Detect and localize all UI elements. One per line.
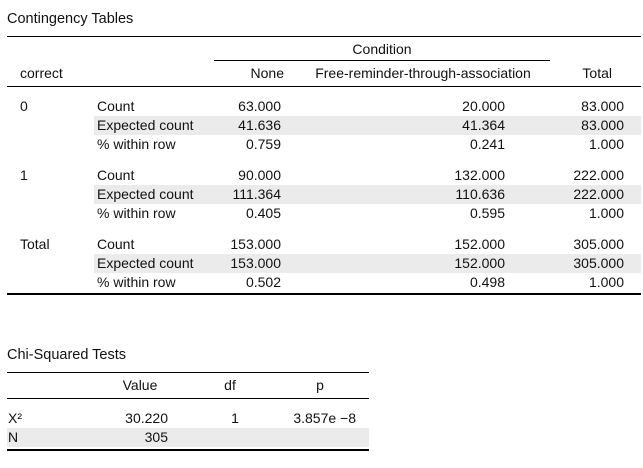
stat-label: % within row <box>97 136 176 152</box>
cell-total: 1.000 <box>588 274 624 290</box>
condition-group-rule <box>214 60 550 61</box>
cell-none: 0.405 <box>245 205 281 221</box>
chisq-row-label: Χ² <box>8 410 22 426</box>
cell-none: 0.502 <box>245 274 281 290</box>
stat-label: Count <box>97 167 135 183</box>
stat-label: Expected count <box>97 186 194 202</box>
cell-none: 111.364 <box>232 186 281 202</box>
chisq-header-p: p <box>316 377 324 393</box>
cell-free: 152.000 <box>454 236 505 252</box>
chisq-row-label: N <box>8 429 19 445</box>
cell-total: 305.000 <box>573 255 624 271</box>
chisq-p: 3.857e −8 <box>293 410 356 426</box>
stat-label: Expected count <box>97 117 194 133</box>
cell-free: 152.000 <box>454 255 505 271</box>
cell-total: 222.000 <box>573 167 624 183</box>
stat-label: Expected count <box>97 255 194 271</box>
table-bottom-rule <box>7 293 641 295</box>
cell-total: 1.000 <box>588 136 624 152</box>
chisq-header-df: df <box>224 377 236 393</box>
condition-group-header: Condition <box>352 41 412 57</box>
chisq-df: 1 <box>231 410 239 426</box>
stat-label: % within row <box>97 205 176 221</box>
cell-total: 83.000 <box>581 98 624 114</box>
cell-free: 132.000 <box>454 167 505 183</box>
column-header-correct: correct <box>20 65 63 81</box>
group-label-total: Total <box>20 236 50 252</box>
cell-none: 63.000 <box>238 98 281 114</box>
cell-none: 41.636 <box>238 117 281 133</box>
chi-squared-title: Chi-Squared Tests <box>7 347 127 363</box>
cell-free: 20.000 <box>462 98 505 114</box>
chisq-value: 305 <box>144 429 168 445</box>
column-header-free-reminder: Free-reminder-through-association <box>315 65 531 81</box>
cell-total: 305.000 <box>573 236 624 252</box>
cell-free: 110.636 <box>455 186 505 202</box>
cell-none: 90.000 <box>238 167 281 183</box>
chisq-value: 30.220 <box>125 410 168 426</box>
column-header-none: None <box>250 65 284 81</box>
cell-total: 83.000 <box>581 117 624 133</box>
cell-total: 1.000 <box>588 205 624 221</box>
cell-none: 0.759 <box>245 136 281 152</box>
cell-none: 153.000 <box>230 236 281 252</box>
header-bottom-rule <box>7 86 641 87</box>
contingency-table-title: Contingency Tables <box>7 11 134 27</box>
column-header-total: Total <box>582 65 612 81</box>
table-top-rule <box>7 36 641 37</box>
group-label-0: 0 <box>20 98 28 114</box>
stat-label: % within row <box>97 274 176 290</box>
stat-label: Count <box>97 236 135 252</box>
cell-none: 153.000 <box>230 255 281 271</box>
cell-total: 222.000 <box>573 186 624 202</box>
row-shade <box>7 428 369 447</box>
chisq-top-rule <box>7 372 369 373</box>
cell-free: 0.595 <box>469 205 505 221</box>
chisq-header-value: Value <box>122 377 158 393</box>
cell-free: 41.364 <box>462 117 505 133</box>
group-label-1: 1 <box>20 167 28 183</box>
chisq-header-rule <box>7 398 369 399</box>
stat-label: Count <box>97 98 135 114</box>
cell-free: 0.498 <box>469 274 505 290</box>
chisq-bottom-rule <box>7 449 369 451</box>
cell-free: 0.241 <box>469 136 505 152</box>
